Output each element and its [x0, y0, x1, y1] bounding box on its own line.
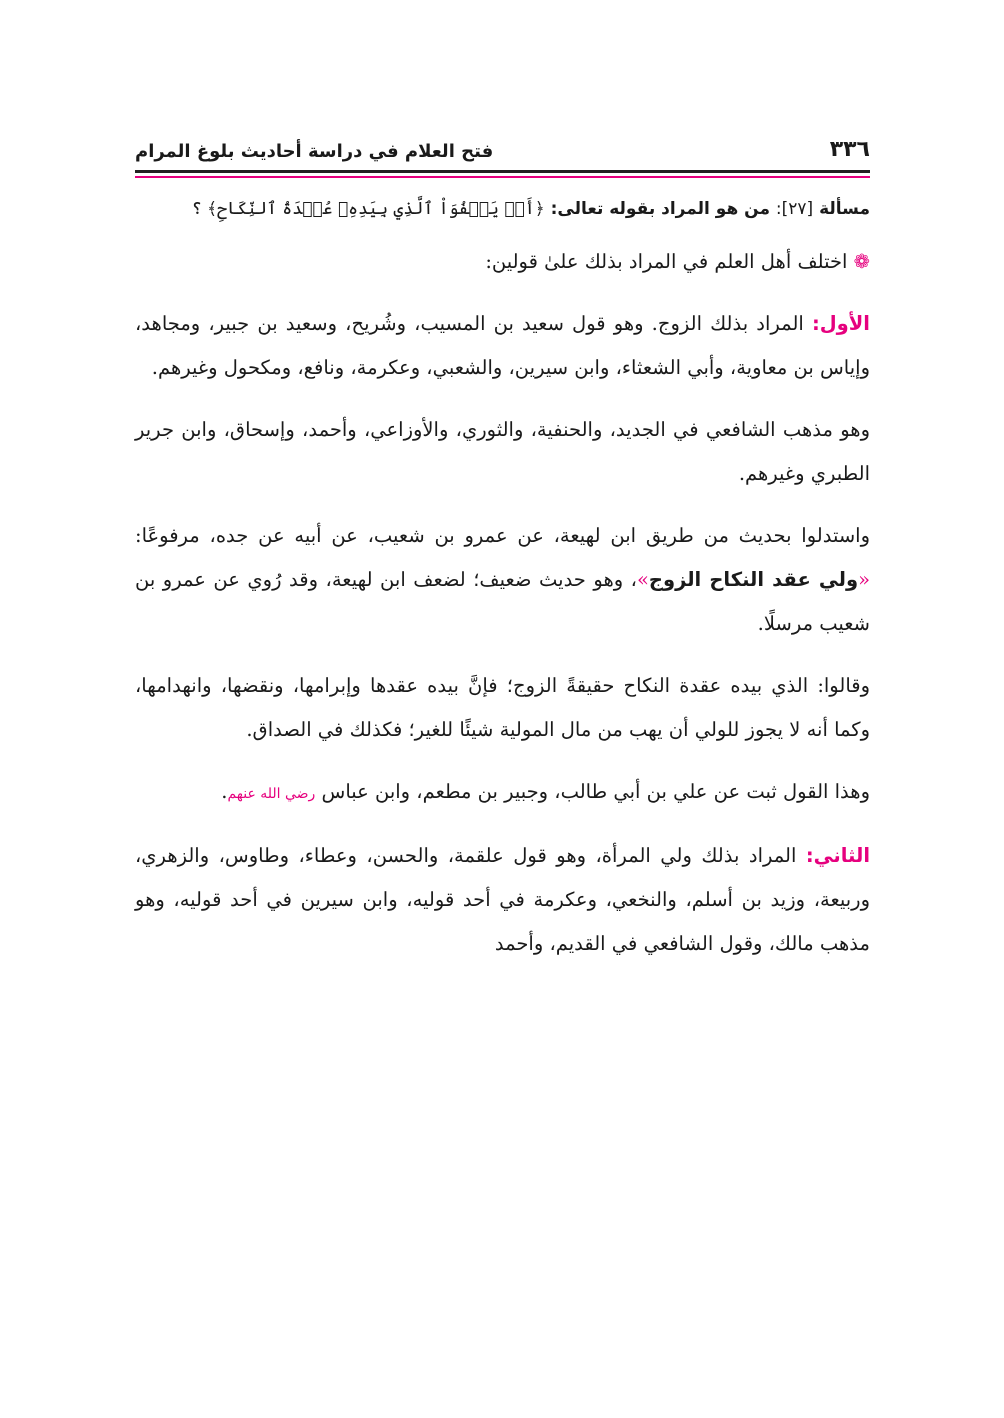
evidence-paragraph: [135, 514, 870, 646]
reasoning-text: وقالوا: الذي بيده عقدة النكاح حقيقةً الزوج؛ فإنَّ بيده عقدها وإبرامها، ونقضها، وانهدامها، وكما أنه لا يجوز للولي أن يهب من مال المولية شيئًا للغير؛ فكذلك في الصداق.: [135, 674, 870, 741]
header-rule-pink: [135, 176, 870, 178]
intro-text: اختلف أهل العلم في المراد بذلك علىٰ قولين:: [485, 250, 848, 273]
madhhab-text: وهو مذهب الشافعي في الجديد، والحنفية، والثوري، والأوزاعي، وأحمد، وإسحاق، وابن جرير الطبري وغيرهم.: [135, 418, 870, 485]
evidence-text-after: ، وهو حديث ضعيف؛ لضعف ابن لهيعة، وقد رُوي عن عمرو بن شعيب مرسلًا.: [135, 568, 870, 635]
hadith-open-bracket: «: [858, 568, 870, 591]
first-opinion-madhhab-paragraph: [135, 408, 870, 496]
first-opinion-paragraph: [135, 302, 870, 390]
companions-end: .: [221, 780, 228, 803]
flower-ornament-icon: ❁: [853, 250, 870, 273]
page-number: ٣٣٦: [829, 137, 870, 162]
evidence-text-before: واستدلوا بحديث من طريق ابن لهيعة، عن عمرو بن شعيب، عن أبيه عن جده، مرفوعًا:: [135, 524, 870, 547]
page: [135, 120, 870, 1320]
second-opinion-label: الثاني:: [805, 844, 871, 867]
question-number: [٢٧]:: [775, 199, 814, 219]
second-opinion-text: المراد بذلك ولي المرأة، وهو قول علقمة، والحسن، وعطاء، وطاوس، والزهري، وربيعة، وزيد بن أسلم، والنخعي، وعكرمة في أحد قوليه، وابن سيرين في أحد قوليه، وهو مذهب مالك، وقول الشافعي في القديم، وأحمد: [135, 844, 870, 955]
second-opinion-paragraph: [135, 834, 870, 966]
header-rule-dark: [135, 170, 870, 173]
question-label: مسألة: [819, 199, 870, 219]
hadith-text: ولي عقد النكاح الزوج: [648, 568, 859, 591]
page-header: [135, 120, 870, 168]
companions-paragraph: [135, 770, 870, 816]
question-heading: [135, 192, 870, 226]
first-opinion-text: المراد بذلك الزوج. وهو قول سعيد بن المسيب، وشُريح، وسعيد بن جبير، ومجاهد، وإياس بن معاوية، وأبي الشعثاء، وابن سيرين، والشعبي، وعكرمة، ونافع، ومكحول وغيرهم.: [135, 312, 870, 379]
companions-text: وهذا القول ثبت عن علي بن أبي طالب، وجبير بن مطعم، وابن عباس: [321, 780, 870, 803]
intro-paragraph: [135, 240, 870, 284]
first-opinion-label: الأول:: [811, 312, 870, 335]
honorific-glyph: رضي الله عنهم: [227, 786, 316, 802]
question-text: من هو المراد بقوله تعالى:: [550, 199, 770, 219]
quran-verse: ﴿أَوۡ يَعۡفُوَاْ ٱلَّذِي بِيَدِهِۦ عُقۡدَةُ ٱلنِّكَاحِ﴾ ؟: [191, 199, 545, 219]
hadith-close-bracket: »: [636, 568, 649, 591]
reasoning-paragraph: [135, 664, 870, 752]
book-title: فتح العلام في دراسة أحاديث بلوغ المرام: [135, 141, 494, 162]
